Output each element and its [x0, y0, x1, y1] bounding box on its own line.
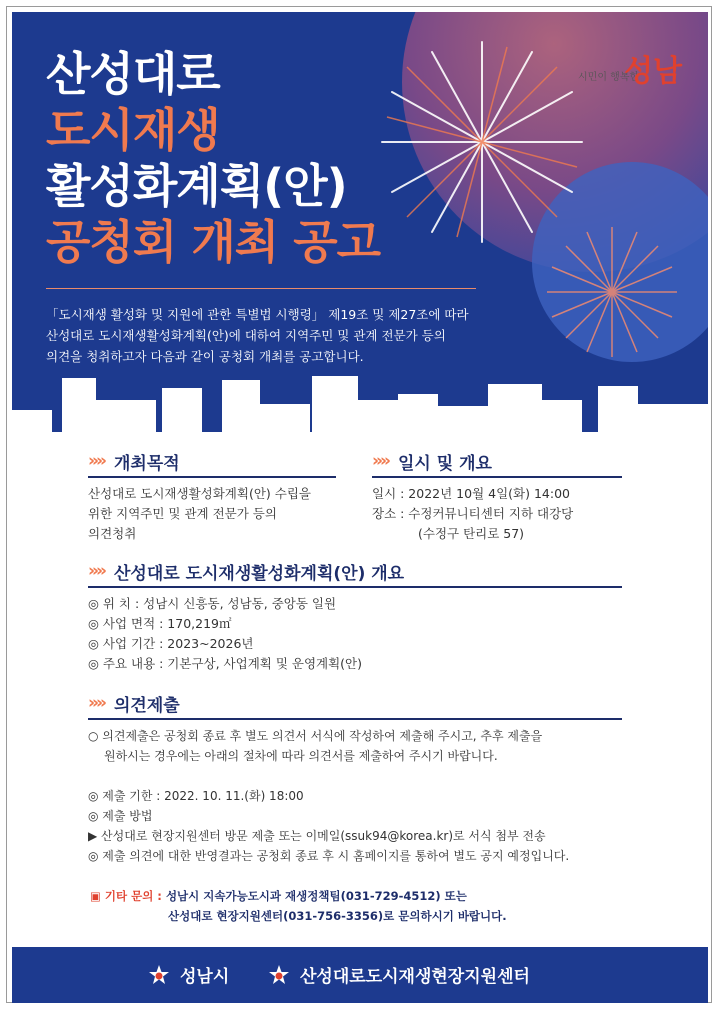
text-line: ◎ 주요 내용 : 기본구상, 사업계획 및 운영계획(안): [88, 656, 363, 671]
building: [222, 380, 260, 440]
building: [438, 406, 488, 440]
contact-label: ▣ 기타 문의 :: [90, 889, 162, 903]
building: [162, 388, 202, 440]
text-line: ◎ 사업 면적 : 170,219㎡: [88, 616, 232, 631]
building: [312, 376, 358, 440]
intro-line: 산성대로 도시재생활성화계획(안)에 대하여 지역주민 및 관계 전문가 등의: [46, 328, 446, 343]
overview-text: [88, 594, 362, 674]
hero-divider: [46, 288, 476, 289]
footer-org-seongnam: [148, 962, 229, 987]
building: [542, 400, 582, 440]
chevrons-icon: »»: [88, 693, 104, 713]
seongnam-logo: [578, 44, 698, 96]
footer-bar: [12, 947, 708, 1003]
seongnam-emblem-icon: [268, 964, 290, 986]
building: [62, 378, 96, 440]
title-line-1: 산성대로: [46, 47, 220, 101]
title-line-3: 활성화계획(안): [46, 159, 347, 213]
text-line: ◎ 제출 의견에 대한 반영결과는 공청회 종료 후 시 홈페이지를 통하여 별도 공지 예정입니다.: [88, 849, 570, 863]
intro-paragraph: [46, 304, 506, 367]
section-divider: [88, 718, 622, 720]
building: [398, 394, 438, 440]
title-line-4: 공청회 개최 공고: [46, 215, 381, 269]
section-heading-purpose: [88, 448, 180, 474]
text-line: 의견청취: [88, 526, 137, 541]
chevrons-icon: »»: [372, 451, 388, 471]
section-heading-overview: [88, 558, 404, 584]
schedule-text: [372, 484, 573, 544]
intro-line: 의견을 청취하고자 다음과 같이 공청회 개최를 공고합니다.: [46, 349, 364, 364]
firework-icon: [372, 32, 592, 252]
building: [96, 400, 156, 440]
building: [598, 386, 638, 440]
building: [358, 400, 398, 440]
text-line: 산성대로 도시재생활성화계획(안) 수립을: [88, 486, 311, 501]
text-line: 원하시는 경우에는 아래의 절차에 따라 의견서를 제출하여 주시기 바랍니다.: [104, 749, 498, 763]
section-heading-schedule: [372, 448, 492, 474]
firework-icon: [542, 222, 682, 362]
section-title: 개최목적: [113, 453, 180, 474]
section-divider: [88, 586, 622, 588]
footer-org-name: 산성대로도시재생현장지원센터: [300, 967, 530, 987]
section-title: 산성대로 도시재생활성화계획(안) 개요: [113, 563, 405, 584]
building: [12, 410, 52, 440]
building: [488, 384, 542, 440]
footer-org-name: 성남시: [180, 967, 230, 987]
text-line: ◎ 제출 기한 : 2022. 10. 11.(화) 18:00: [88, 789, 304, 803]
chevrons-icon: »»: [88, 561, 104, 581]
text-line: 위한 지역주민 및 관계 전문가 등의: [88, 506, 277, 521]
opinion-text: [88, 726, 569, 866]
section-heading-opinion: [88, 690, 180, 716]
contact-line: 성남시 지속가능도시과 재생정책팀(031-729-4512) 또는: [165, 889, 467, 903]
text-line: ◎ 제출 방법: [88, 809, 153, 823]
intro-line: 「도시재생 활성화 및 지원에 관한 특별법 시행령」 제19조 및 제27조에 따라: [46, 307, 469, 322]
title-line-2: 도시재생: [46, 103, 220, 157]
logo-slogan: 시민이 행복한: [578, 72, 640, 83]
purpose-text: [88, 484, 311, 544]
text-line: 일시 : 2022년 10월 4일(화) 14:00: [372, 486, 570, 501]
hero-banner: [12, 12, 708, 432]
building: [260, 404, 310, 440]
section-title: 의견제출: [113, 695, 180, 716]
logo-wordmark: 성남: [624, 54, 682, 89]
section-divider: [372, 476, 622, 478]
section-title: 일시 및 개요: [397, 453, 492, 474]
footer-org-center: [268, 962, 530, 987]
text-line: ◎ 사업 기간 : 2023~2026년: [88, 636, 254, 651]
city-skyline: [12, 370, 708, 440]
seongnam-emblem-icon: [148, 964, 170, 986]
section-divider: [88, 476, 336, 478]
building: [638, 404, 708, 440]
contact-line: 산성대로 현장지원센터(031-756-3356)로 문의하시기 바랍니다.: [168, 909, 507, 923]
chevrons-icon: »»: [88, 451, 104, 471]
text-line: ◎ 위 치 : 성남시 신흥동, 성남동, 중앙동 일원: [88, 596, 337, 611]
text-line: ○ 의견제출은 공청회 종료 후 별도 의견서 서식에 작성하여 제출해 주시고, 추후 제출을: [88, 729, 543, 743]
text-line: 장소 : 수정커뮤니티센터 지하 대강당: [372, 506, 574, 521]
text-line: ▶ 산성대로 현장지원센터 방문 제출 또는 이메일(ssuk94@korea.kr)로 서식 첨부 전송: [88, 829, 546, 843]
text-line: (수정구 탄리로 57): [418, 526, 525, 541]
contact-info: [90, 886, 507, 926]
